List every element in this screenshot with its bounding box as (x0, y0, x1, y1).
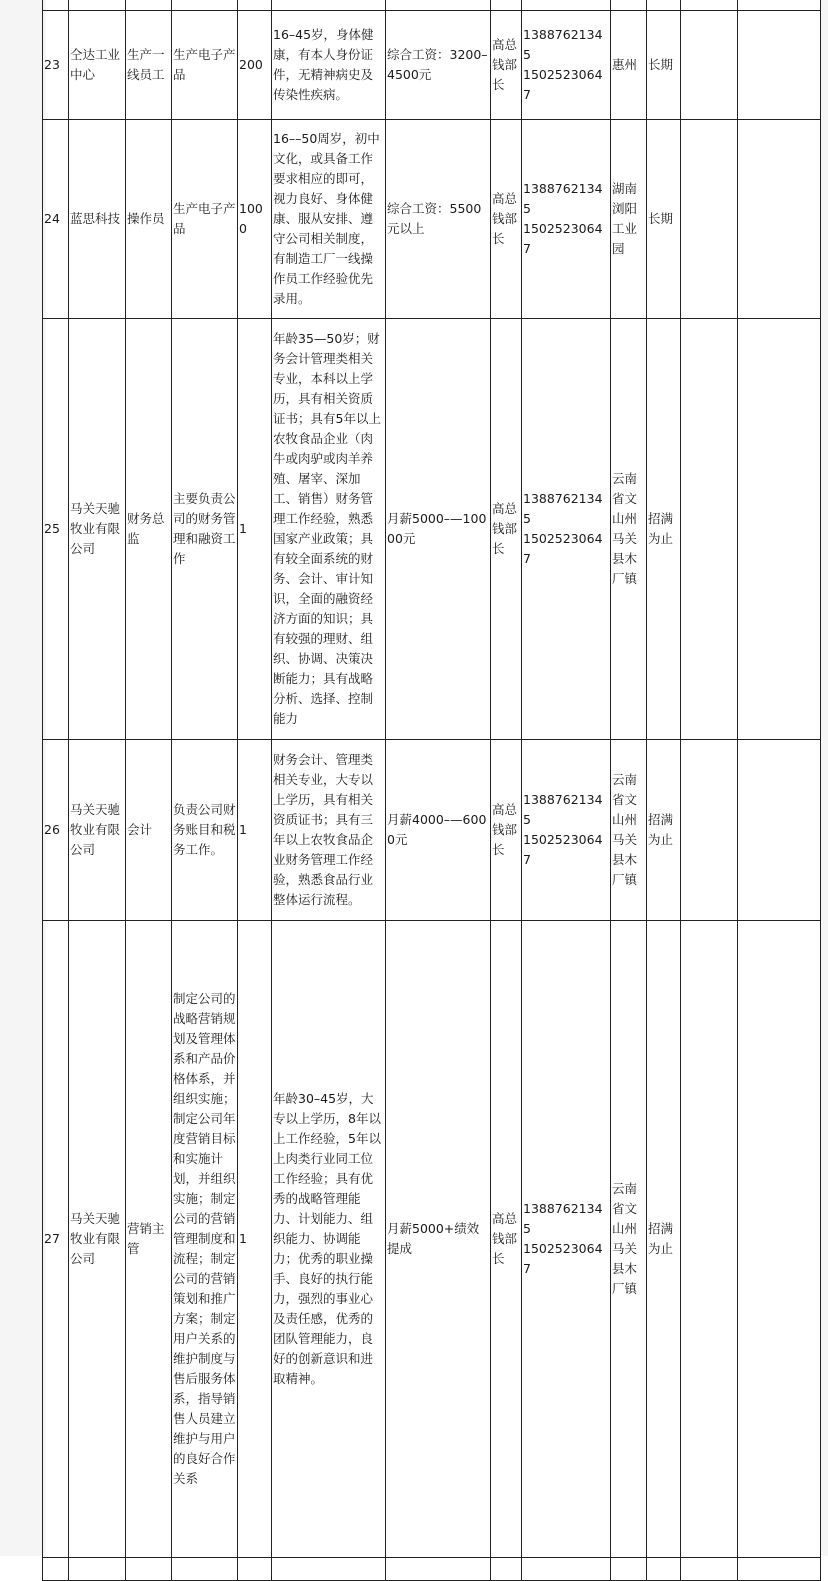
cell-empty (681, 120, 738, 319)
cell-empty (738, 740, 821, 921)
recruitment-table (42, 0, 821, 1581)
cell-contact: 高总钱部长 (491, 319, 522, 740)
cell-count: 200 (238, 11, 272, 120)
cell-salary: 月薪4000–—6000元 (386, 740, 491, 921)
cell-salary: 综合工资：5500元以上 (386, 120, 491, 319)
cell-empty (681, 319, 738, 740)
cell-term: 长期 (647, 120, 681, 319)
cell-phones (522, 11, 611, 120)
phone-1: 13887621345 (523, 792, 603, 827)
phone-1: 13887621345 (523, 491, 603, 526)
left-margin (0, 0, 46, 1556)
cell-empty (738, 11, 821, 120)
cell-term: 招满为止 (647, 921, 681, 1558)
cell-empty (738, 120, 821, 319)
cell-position: 财务总监 (126, 319, 172, 740)
cell-contact: 高总钱部长 (491, 120, 522, 319)
cell-company: 蓝思科技 (69, 120, 126, 319)
cell-requirements: 财务会计、管理类相关专业，大专以上学历，具有相关资质证书；具有三年以上农牧食品企业财务管理工作经验，熟悉食品行业整体运行流程。 (272, 740, 386, 921)
cell-requirements: 年龄30–45岁，大专以上学历，8年以上工作经验，5年以上肉类行业同工位工作经验；具有优秀的战略管理能力、计划能力、组织能力、协调能力；优秀的职业操手、良好的执行能力，强烈的事业心及责任感，优秀的团队管理能力，良好的创新意识和进取精神。 (272, 921, 386, 1558)
cell-location: 湖南浏阳工业园 (611, 120, 647, 319)
cell-company: 马关天驰牧业有限公司 (69, 319, 126, 740)
cell-empty (738, 921, 821, 1558)
cell-salary: 综合工资：3200–4500元 (386, 11, 491, 120)
cell-phones (522, 921, 611, 1558)
cell-salary: 月薪5000–—10000元 (386, 319, 491, 740)
phone-1: 13887621345 (523, 1201, 603, 1236)
table-row (43, 319, 821, 740)
cell-contact: 高总钱部长 (491, 11, 522, 120)
table-row (43, 11, 821, 120)
phone-1: 13887621345 (523, 27, 603, 62)
cell-no: 26 (43, 740, 69, 921)
cell-location: 云南省文山州马关县木厂镇 (611, 319, 647, 740)
cell-count: 1 (238, 740, 272, 921)
cell-company: 马关天驰牧业有限公司 (69, 740, 126, 921)
cell-duty: 生产电子产品 (172, 120, 238, 319)
cell-company: 仝达工业中心 (69, 11, 126, 120)
cell-requirements: 年龄35—50岁；财务会计管理类相关专业，本科以上学历，具有相关资质证书；具有5年以上农牧食品企业（肉牛或肉驴或肉羊养殖、屠宰、深加工、销售）财务管理工作经验，熟悉国家产业政策；具有较全面系统的财务、会计、审计知识，全面的融资经济方面的知识；具有较强的理财、组织、协调、决策决断能力；具有战略分析、选择、控制能力 (272, 319, 386, 740)
phone-2: 15025230647 (523, 832, 603, 867)
cell-duty: 制定公司的战略营销规划及管理体系和产品价格体系，并组织实施；制定公司年度营销目标和实施计划，并组织实施；制定公司的营销管理制度和流程；制定公司的营销策划和推广方案；制定用户关系的维护制度与售后服务体系，指导销售人员建立维护与用户的良好合作关系 (172, 921, 238, 1558)
cell-empty (738, 319, 821, 740)
cell-term: 长期 (647, 11, 681, 120)
cell-duty: 主要负责公司的财务管理和融资工作 (172, 319, 238, 740)
right-margin (820, 0, 828, 1556)
cell-phones (522, 120, 611, 319)
cell-empty (681, 740, 738, 921)
table-row-bottom-edge (43, 1558, 821, 1581)
cell-position: 生产一线员工 (126, 11, 172, 120)
table-row-top-edge (43, 0, 821, 11)
cell-no: 25 (43, 319, 69, 740)
cell-duty: 负责公司财务账目和税务工作。 (172, 740, 238, 921)
cell-count: 1 (238, 319, 272, 740)
cell-phones (522, 319, 611, 740)
cell-position: 会计 (126, 740, 172, 921)
phone-2: 15025230647 (523, 67, 603, 102)
cell-count: 1 (238, 921, 272, 1558)
cell-contact: 高总钱部长 (491, 921, 522, 1558)
cell-location: 云南省文山州马关县木厂镇 (611, 740, 647, 921)
cell-contact: 高总钱部长 (491, 740, 522, 921)
cell-position: 营销主管 (126, 921, 172, 1558)
cell-no: 23 (43, 11, 69, 120)
cell-location: 云南省文山州马关县木厂镇 (611, 921, 647, 1558)
cell-requirements: 16–45岁，身体健康，有本人身份证件，无精神病史及传染性疾病。 (272, 11, 386, 120)
table-row (43, 921, 821, 1558)
cell-empty (681, 11, 738, 120)
cell-company: 马关天驰牧业有限公司 (69, 921, 126, 1558)
table-row (43, 120, 821, 319)
cell-location: 惠州 (611, 11, 647, 120)
cell-position: 操作员 (126, 120, 172, 319)
table-row (43, 740, 821, 921)
cell-term: 招满为止 (647, 740, 681, 921)
cell-no: 24 (43, 120, 69, 319)
cell-count: 1000 (238, 120, 272, 319)
cell-empty (681, 921, 738, 1558)
cell-term: 招满为止 (647, 319, 681, 740)
cell-duty: 生产电子产品 (172, 11, 238, 120)
cell-requirements: 16––50周岁，初中文化，或具备工作要求相应的即可，视力良好、身体健康、服从安排、遵守公司相关制度，有制造工厂一线操作员工作经验优先录用。 (272, 120, 386, 319)
phone-1: 13887621345 (523, 181, 603, 216)
cell-salary: 月薪5000+绩效提成 (386, 921, 491, 1558)
cell-no: 27 (43, 921, 69, 1558)
phone-2: 15025230647 (523, 1241, 603, 1276)
phone-2: 15025230647 (523, 221, 603, 256)
phone-2: 15025230647 (523, 531, 603, 566)
cell-phones (522, 740, 611, 921)
